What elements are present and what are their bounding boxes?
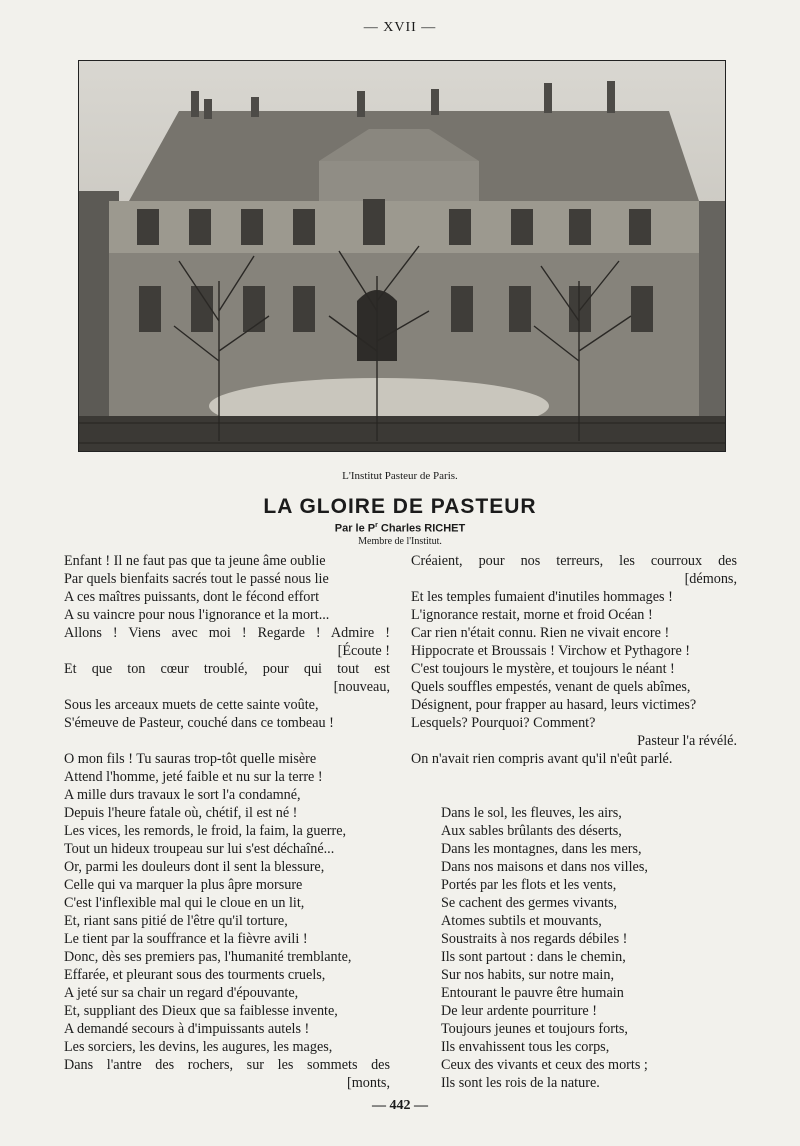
poem-line: Effarée, et pleurant sous des tourments cruels, xyxy=(64,967,326,983)
poem-line: Car rien n'était connu. Rien ne vivait encore ! xyxy=(411,625,670,641)
poem-line: Or, parmi les douleurs dont il sent la blessure, xyxy=(64,859,325,875)
poem-line: [monts, xyxy=(347,1075,390,1091)
poem-line: Celle qui va marquer la plus âpre morsure xyxy=(64,877,303,893)
poem-line: Et, suppliant des Dieux que sa faiblesse invente, xyxy=(64,1003,338,1019)
poem-line xyxy=(411,786,737,804)
article-byline xyxy=(0,522,800,535)
poem-line: [Écoute ! xyxy=(337,643,390,659)
institut-pasteur-photo xyxy=(78,60,726,452)
poem-line: Et les temples fumaient d'inutiles hommages ! xyxy=(411,589,673,605)
poem-line: Portés par les flots et les vents, xyxy=(441,877,617,893)
poem-line: Entourant le pauvre être humain xyxy=(441,985,624,1001)
poem-line: Enfant ! Il ne faut pas que ta jeune âme oublie xyxy=(64,553,326,569)
poem-line: Et, riant sans pitié de l'être qu'il torture, xyxy=(64,913,288,929)
poem-line: A ces maîtres puissants, dont le fécond effort xyxy=(64,589,320,605)
poem-line: Ceux des vivants et ceux des morts ; xyxy=(441,1057,648,1073)
poem-line: L'ignorance restait, morne et froid Océan ! xyxy=(411,607,653,623)
poem-right-column xyxy=(411,552,737,1092)
article-title: LA GLOIRE DE PASTEUR xyxy=(263,495,537,518)
poem-line: C'est toujours le mystère, et toujours le néant ! xyxy=(411,661,675,677)
running-header: — XVII — xyxy=(363,20,437,35)
poem-line xyxy=(411,768,737,786)
poem-line: A jeté sur sa chair un regard d'épouvante, xyxy=(64,985,299,1001)
poem-line: Hippocrate et Broussais ! Virchow et Pythagore ! xyxy=(411,643,691,659)
poem-line: Créaient, pour nos terreurs, les courroux des xyxy=(411,553,737,569)
byline-author: Charles RICHET xyxy=(377,522,466,535)
poem-line: Ils envahissent tous les corps, xyxy=(441,1039,610,1055)
author-membership: Membre de l'Institut. xyxy=(358,536,442,547)
poem-line: A demandé secours à d'impuissants autels ! xyxy=(64,1021,310,1037)
poem-line: Les sorciers, les devins, les augures, les mages, xyxy=(64,1039,333,1055)
byline-title-superscript: r xyxy=(375,522,378,529)
poem-line: Allons ! Viens avec moi ! Regarde ! Admire ! xyxy=(64,625,390,641)
poem-line: Par quels bienfaits sacrés tout le passé nous lie xyxy=(64,571,329,587)
byline-prefix: Par le P xyxy=(334,522,376,535)
poem-line: Ils sont partout : dans le chemin, xyxy=(441,949,626,965)
poem-line: Désignent, pour frapper au hasard, leurs victimes? xyxy=(411,697,697,713)
poem-line: [nouveau, xyxy=(333,679,390,695)
poem-line: De leur ardente pourriture ! xyxy=(441,1003,597,1019)
poem-line: Dans l'antre des rochers, sur les sommets des xyxy=(64,1057,390,1073)
poem-line xyxy=(64,732,390,750)
poem-left-column xyxy=(64,552,390,1092)
poem-line: C'est l'inflexible mal qui le cloue en un lit, xyxy=(64,895,305,911)
poem-line: [démons, xyxy=(684,571,737,587)
poem-line: Tout un hideux troupeau sur lui s'est déchaîné... xyxy=(64,841,335,857)
poem-line: Aux sables brûlants des déserts, xyxy=(441,823,622,839)
poem-line: Dans les montagnes, dans les mers, xyxy=(441,841,642,857)
poem-line: Soustraits à nos regards débiles ! xyxy=(441,931,628,947)
poem-line: Lesquels? Pourquoi? Comment? xyxy=(411,715,596,731)
poem-line: Quels souffles empestés, venant de quels abîmes, xyxy=(411,679,691,695)
poem-line: Dans nos maisons et dans nos villes, xyxy=(441,859,648,875)
poem-line: Donc, dès ses premiers pas, l'humanité tremblante, xyxy=(64,949,352,965)
page-number: — 442 — xyxy=(372,1098,428,1113)
poem-line: Toujours jeunes et toujours forts, xyxy=(441,1021,628,1037)
poem-line: Pasteur l'a révélé. xyxy=(637,733,737,749)
poem-line: Atomes subtils et mouvants, xyxy=(441,913,602,929)
poem-line: Sous les arceaux muets de cette sainte voûte, xyxy=(64,697,319,713)
poem-line: Depuis l'heure fatale où, chétif, il est né ! xyxy=(64,805,298,821)
poem-line: Se cachent des germes vivants, xyxy=(441,895,618,911)
poem-line: Ils sont les rois de la nature. xyxy=(441,1075,600,1091)
poem-line: Le tient par la souffrance et la fièvre avili ! xyxy=(64,931,308,947)
photo-caption: L'Institut Pasteur de Paris. xyxy=(342,470,458,482)
poem-line: Attend l'homme, jeté faible et nu sur la terre ! xyxy=(64,769,323,785)
poem-line: A su vaincre pour nous l'ignorance et la mort... xyxy=(64,607,330,623)
poem-line: Les vices, les remords, le froid, la faim, la guerre, xyxy=(64,823,347,839)
poem-line: Sur nos habits, sur notre main, xyxy=(441,967,614,983)
poem-line: Dans le sol, les fleuves, les airs, xyxy=(441,805,622,821)
poem-line: O mon fils ! Tu sauras trop-tôt quelle misère xyxy=(64,751,317,767)
poem-line: S'émeuve de Pasteur, couché dans ce tombeau ! xyxy=(64,715,334,731)
poem-line: On n'avait rien compris avant qu'il n'eût parlé. xyxy=(411,751,673,767)
poem-line: A mille durs travaux le sort l'a condamné, xyxy=(64,787,301,803)
poem-line: Et que ton cœur troublé, pour qui tout est xyxy=(64,661,390,677)
